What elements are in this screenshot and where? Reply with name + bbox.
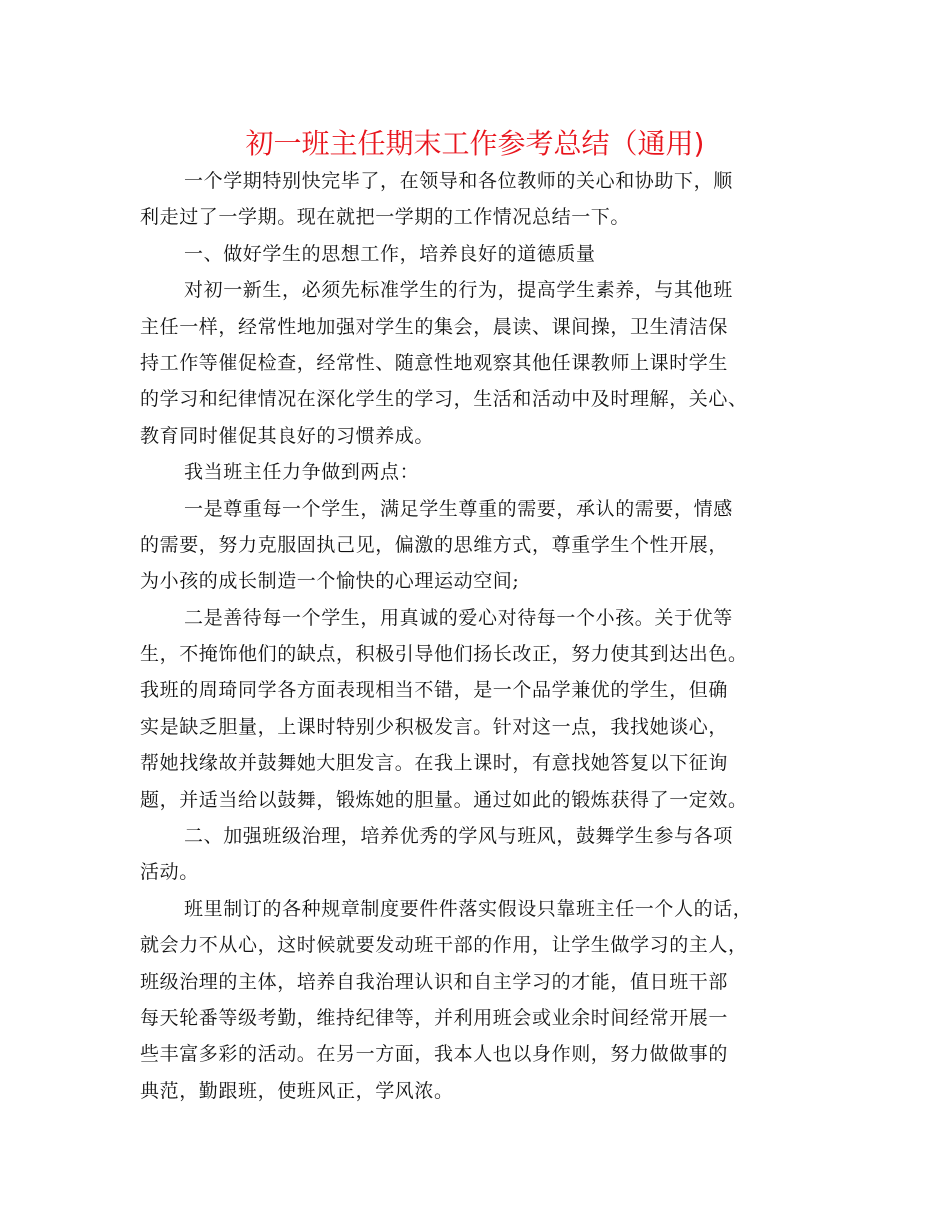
- paragraph-line: 实是缺乏胆量，上课时特别少积极发言。针对这一点，我找她谈心，: [140, 715, 729, 738]
- paragraph-line: 二是善待每一个学生，用真诚的爱心对待每一个小孩。关于优等: [184, 606, 733, 629]
- paragraph-line: 班里制订的各种规章制度要件件落实假设只靠班主任一个人的话，: [184, 897, 753, 920]
- section-heading: 活动。: [140, 861, 199, 884]
- paragraph-line: 就会力不从心，这时候就要发动班干部的作用，让学生做学习的主人，: [140, 934, 748, 957]
- paragraph-line: 我当班主任力争做到两点：: [184, 461, 420, 484]
- paragraph-line: 主任一样，经常性地加强对学生的集会，晨读、课间操，卫生清洁保: [140, 315, 729, 338]
- section-heading: 二、加强班级治理，培养优秀的学风与班风，鼓舞学生参与各项: [184, 825, 733, 848]
- paragraph-line: 教育同时催促其良好的习惯养成。: [140, 424, 435, 447]
- paragraph-line: 一个学期特别快完毕了，在领导和各位教师的关心和协助下，顺: [184, 170, 733, 192]
- paragraph-line: 班级治理的主体，培养自我治理认识和自主学习的才能，值日班干部: [140, 970, 729, 993]
- section-heading: 一、做好学生的思想工作，培养良好的道德质量: [184, 242, 596, 265]
- paragraph-line: 持工作等催促检查，经常性、随意性地观察其他任课教师上课时学生: [140, 351, 729, 374]
- paragraph-line: 典范，勤跟班，使班风正，学风浓。: [140, 1079, 454, 1102]
- paragraph-line: 题，并适当给以鼓舞，锻炼她的胆量。通过如此的锻炼获得了一定效。: [140, 788, 748, 811]
- paragraph-line: 的需要，努力克服固执己见，偏激的思维方式，尊重学生个性开展，: [140, 533, 729, 556]
- paragraph-line: 对初一新生，必须先标准学生的行为，提高学生素养，与其他班: [184, 279, 733, 302]
- paragraph-line: 利走过了一学期。现在就把一学期的工作情况总结一下。: [140, 206, 631, 229]
- paragraph-line: 生，不掩饰他们的缺点，积极引导他们扬长改正，努力使其到达出色。: [140, 643, 748, 666]
- paragraph-line: 的学习和纪律情况在深化学生的学习，生活和活动中及时理解，关心、: [140, 388, 748, 411]
- paragraph-line: 我班的周琦同学各方面表现相当不错，是一个品学兼优的学生，但确: [140, 679, 729, 702]
- paragraph-line: 帮她找缘故并鼓舞她大胆发言。在我上课时，有意找她答复以下征询: [140, 752, 729, 775]
- document-title: 初一班主任期末工作参考总结（通用): [245, 127, 705, 160]
- paragraph-line: 一是尊重每一个学生，满足学生尊重的需要，承认的需要，情感: [184, 497, 733, 520]
- paragraph-line: 为小孩的成长制造一个愉快的心理运动空间;: [140, 570, 520, 593]
- document-body: [140, 163, 830, 1109]
- paragraph-line: 些丰富多彩的活动。在另一方面，我本人也以身作则，努力做做事的: [140, 1043, 729, 1066]
- paragraph-line: 每天轮番等级考勤，维持纪律等，并利用班会或业余时间经常开展一: [140, 1006, 729, 1029]
